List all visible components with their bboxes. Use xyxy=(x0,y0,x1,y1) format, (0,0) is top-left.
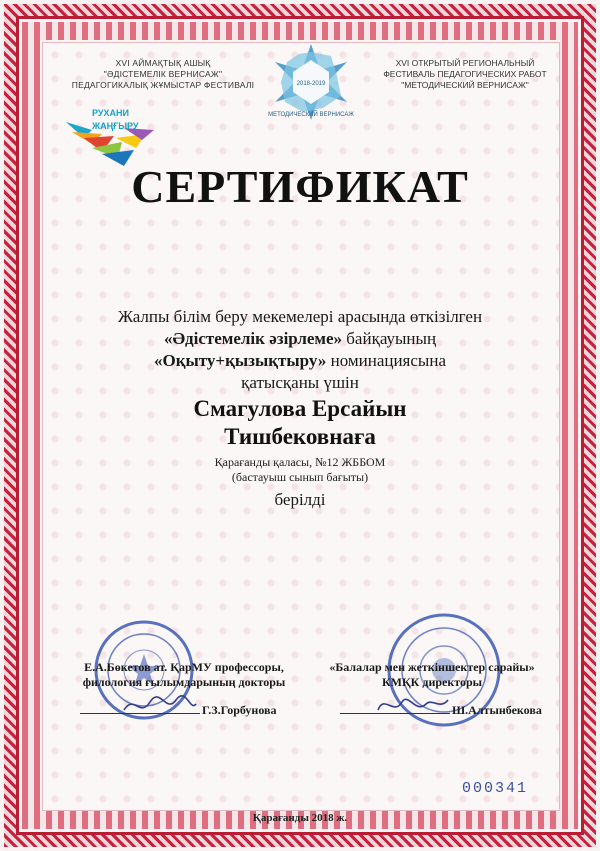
recipient-school: Қарағанды қаласы, №12 ЖББОМ xyxy=(214,455,386,469)
right-handwritten-signature xyxy=(372,688,452,720)
header-left-line: ПЕДАГОГИКАЛЫҚ ЖҰМЫСТАР ФЕСТИВАЛІ xyxy=(71,80,255,90)
right-signatory-name: Ш.Алтынбекова xyxy=(452,703,542,717)
header-right-line: ФЕСТИВАЛЬ ПЕДАГОГИЧЕСКИХ РАБОТ xyxy=(383,69,547,79)
rukhani-logo-text: РУХАНИ xyxy=(92,108,129,118)
recipient-name-line-2: Тишбековнаға xyxy=(224,424,376,449)
header-left-line: "ӘДІСТЕМЕЛІК ВЕРНИСАЖ" xyxy=(103,69,223,79)
header-right-festival-ru xyxy=(360,58,570,91)
body-line-4: қатысқаны үшін xyxy=(241,373,359,392)
body-line-2 xyxy=(60,328,540,350)
body-line-3 xyxy=(60,350,540,372)
recipient-direction: (бастауыш сынып бағыты) xyxy=(231,470,369,484)
header-left-festival-kz xyxy=(48,58,278,91)
header-right-line: "МЕТОДИЧЕСКИЙ ВЕРНИСАЖ" xyxy=(401,80,529,90)
certificate-title: СЕРТИФИКАТ xyxy=(131,161,469,212)
left-signatory-title xyxy=(74,660,294,690)
logo-years: 2018-2019 xyxy=(296,81,326,87)
awarded-text: берілді xyxy=(274,490,326,509)
festival-logo-caption: МЕТОДИЧЕСКИЙ ВЕРНИСАЖ xyxy=(268,112,354,118)
zhangyru-logo-text: ЖАҢҒЫРУ xyxy=(92,121,139,131)
place-and-year: Қарағанды 2018 ж. xyxy=(252,812,348,824)
nomination-name: «Оқыту+қызықтыру» xyxy=(153,351,327,370)
right-signatory-title xyxy=(322,660,542,690)
recipient-name-line-1: Смагулова Ерсайын xyxy=(193,396,407,421)
body-line-1: Жалпы білім беру мекемелері арасында өткізілген xyxy=(117,307,483,326)
serial-number: 000341 xyxy=(462,780,529,797)
nomination-suffix: номинациясына xyxy=(326,351,446,370)
contest-name: «Әдістемелік әзірлеме» xyxy=(163,329,343,348)
header-left-line: XVI АЙМАҚТЫҚ АШЫҚ xyxy=(115,58,211,68)
left-signatory-title-line: Е.А.Бөкетов ат. ҚарМУ профессоры, xyxy=(84,660,284,674)
left-signatory-title-line: филология ғылымдарының докторы xyxy=(82,675,286,689)
right-signatory-title-line: «Балалар мен жеткіншектер сарайы» xyxy=(329,660,535,674)
left-signatory-name: Г.З.Горбунова xyxy=(202,703,277,717)
contest-suffix: байқауының xyxy=(342,329,437,348)
header-right-line: XVI ОТКРЫТЫЙ РЕГИОНАЛЬНЫЙ xyxy=(395,58,535,68)
left-handwritten-signature xyxy=(120,690,200,720)
right-signatory-title-line: КМҚК директоры xyxy=(381,675,483,689)
